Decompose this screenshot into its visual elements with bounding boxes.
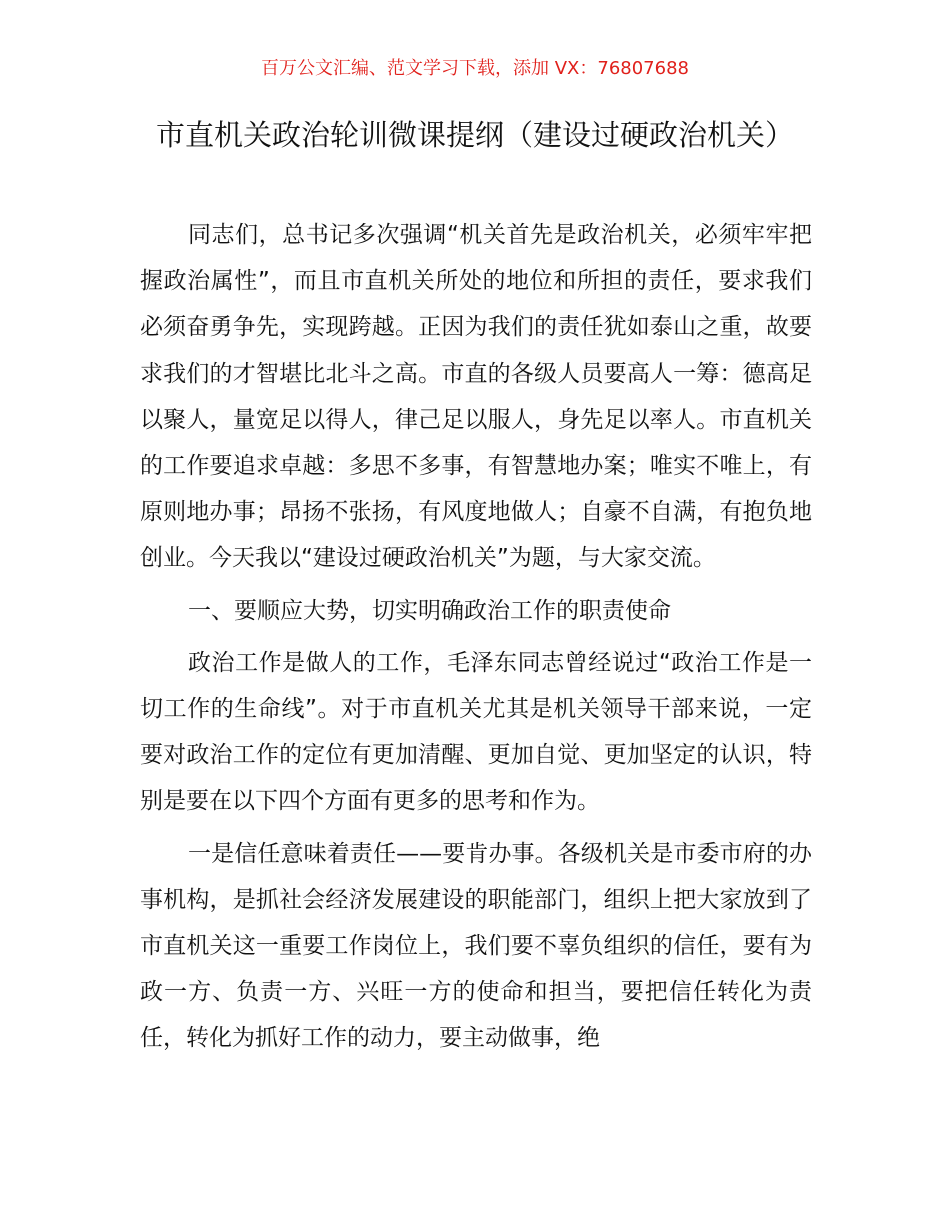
document-body bbox=[140, 212, 812, 1062]
paragraph-political-work: 政治工作是做人的工作，毛泽东同志曾经说过“政治工作是一切工作的生命线”。对于市直机关尤其是机关领导干部来说，一定要对政治工作的定位有更加清醒、更加自觉、更加坚定的认识，特别是要在以下四个方面有更多的思考和作为。 bbox=[140, 649, 812, 815]
paragraph-trust-responsibility: 一是信任意味着责任——要肯办事。各级机关是市委市府的办事机构，是抓社会经济发展建设的职能部门，组织上把大家放到了市直机关这一重要工作岗位上，我们要不辜负组织的信任，要有为政一方、负责一方、兴旺一方的使命和担当，要把信任转化为责任，转化为抓好工作的动力，要主动做事，绝 bbox=[140, 840, 812, 1052]
watermark-text: 百万公文汇编、范文学习下载，添加 VX：76807688 bbox=[261, 58, 689, 79]
section-heading-1: 一、要顺应大势，切实明确政治工作的职责使命 bbox=[188, 597, 671, 624]
paragraph-intro: 同志们，总书记多次强调“机关首先是政治机关，必须牢牢把握政治属性”，而且市直机关所处的地位和所担的责任，要求我们必须奋勇争先，实现跨越。正因为我们的责任犹如泰山之重，故要求我们的才智堪比北斗之高。市直的各级人员要高人一筹：德高足以聚人，量宽足以得人，律己足以服人，身先足以率人。市直机关的工作要追求卓越：多思不多事，有智慧地办案；唯实不唯上，有原则地办事；昂扬不张扬，有风度地做人；自豪不自满，有抱负地创业。今天我以“建设过硬政治机关”为题，与大家交流。 bbox=[140, 222, 812, 572]
document-title: 市直机关政治轮训微课提纲（建设过硬政治机关） bbox=[155, 118, 794, 152]
